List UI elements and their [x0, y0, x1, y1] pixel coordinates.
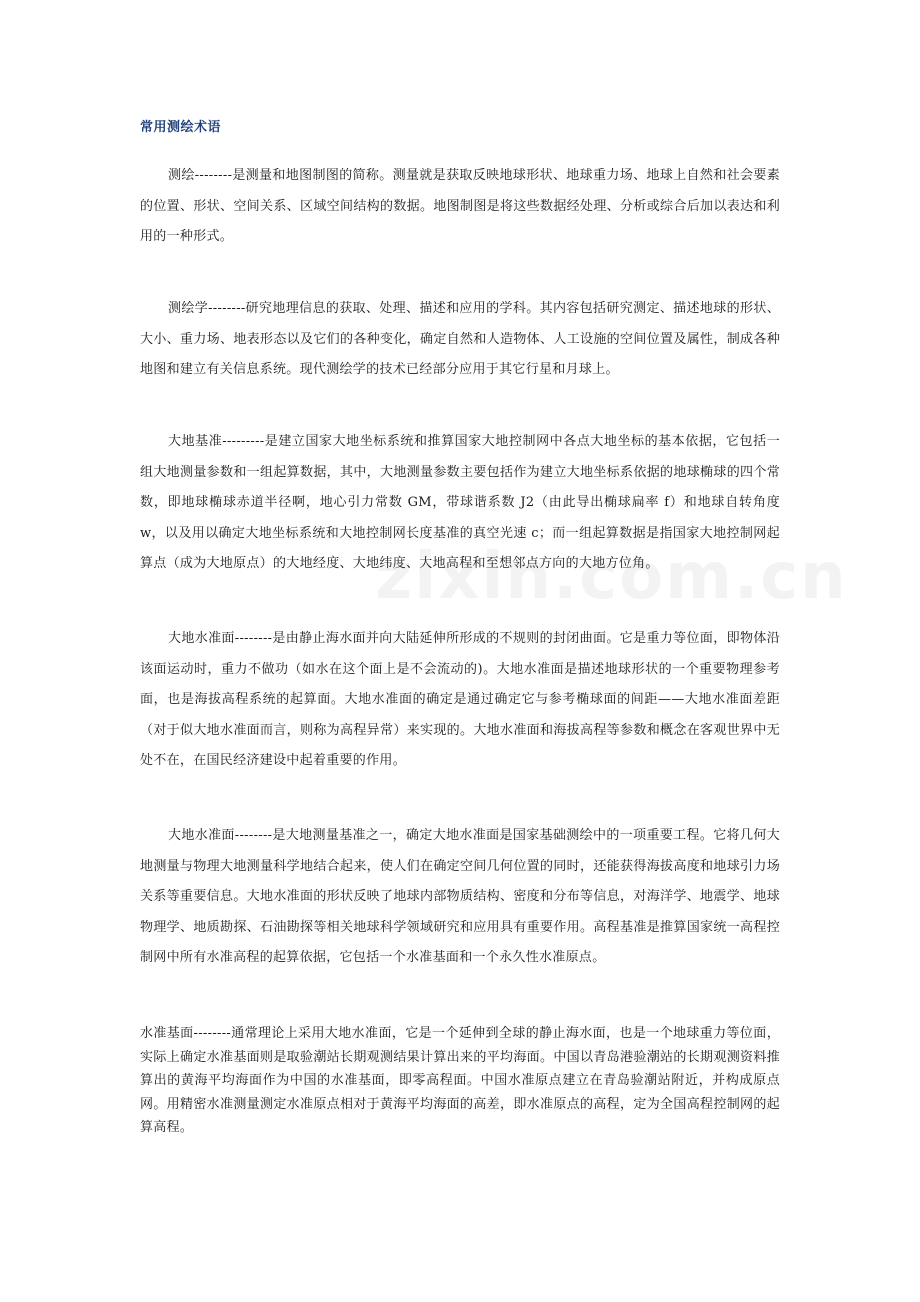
- paragraph-geodetic-datum: 大地基准---------是建立国家大地坐标系统和推算国家大地控制网中各点大地坐标的基本依据，它包括一组大地测量参数和一组起算数据，其中，大地测量参数主要包括作为建立大地坐标系依据的地球椭球的四个常数，即地球椭球赤道半径啊，地心引力常数 GM，带球谐系数 J2（由此导出椭球扁率 f）和地球自转角度 w，以及用以确定大地坐标系统和大地控制网长度基准的真空光速 c；而一组起算数据是指国家大地控制网起算点（成为大地原点）的大地经度、大地纬度、大地高程和至想邻点方向的大地方位角。: [140, 434, 780, 571]
- paragraph-geomatics: 测绘学--------研究地理信息的获取、处理、描述和应用的学科。其内容包括研究测定、描述地球的形状、大小、重力场、地表形态以及它们的各种变化，确定自然和人造物体、人工设施的空间位置及属性，制成各种地图和建立有关信息系统。现代测绘学的技术已经部分应用于其它行星和月球上。: [140, 301, 780, 377]
- paragraph-leveling-datum: 水准基面--------通常理论上采用大地水准面，它是一个延伸到全球的静止海水面，也是一个地球重力等位面，实际上确定水准基面则是取验潮站长期观测结果计算出来的平均海面。中国以青岛港验潮站的长期观测资料推算出的黄海平均海面作为中国的水准基面，即零高程面。中国水准原点建立在青岛验潮站附近，并构成原点网。用精密水准测量测定水准原点相对于黄海平均海面的高差，即水准原点的高程，定为全国高程控制网的起算高程。: [140, 1026, 780, 1135]
- document-title: 常用测绘术语: [140, 120, 222, 135]
- paragraph-geoid-importance: 大地水准面--------是大地测量基准之一，确定大地水准面是国家基础测绘中的一项重要工程。它将几何大地测量与物理大地测量科学地结合起来，使人们在确定空间几何位置的同时，还能获得海拔高度和地球引力场关系等重要信息。大地水准面的形状反映了地球内部物质结构、密度和分布等信息，对海洋学、地震学、地球物理学、地质勘探、石油勘探等相关地球科学领域研究和应用具有重要作用。高程基准是推算国家统一高程控制网中所有水准高程的起算依据，它包括一个水准基面和一个永久性水准原点。: [140, 828, 780, 965]
- paragraph-surveying: 测绘--------是测量和地图制图的简称。测量就是获取反映地球形状、地球重力场、地球上自然和社会要素的位置、形状、空间关系、区域空间结构的数据。地图制图是将这些数据经处理、分析或综合后加以表达和利用的一种形式。: [140, 168, 780, 244]
- paragraph-geoid-definition: 大地水准面--------是由静止海水面并向大陆延伸所形成的不规则的封闭曲面。它是重力等位面，即物体沿该面运动时，重力不做功（如水在这个面上是不会流动的)。大地水准面是描述地球形状的一个重要物理参考面，也是海拔高程系统的起算面。大地水准面的确定是通过确定它与参考椭球面的间距——大地水准面差距（对于似大地水准面而言，则称为高程异常）来实现的。大地水准面和海拔高程等参数和概念在客观世界中无处不在，在国民经济建设中起着重要的作用。: [140, 631, 780, 768]
